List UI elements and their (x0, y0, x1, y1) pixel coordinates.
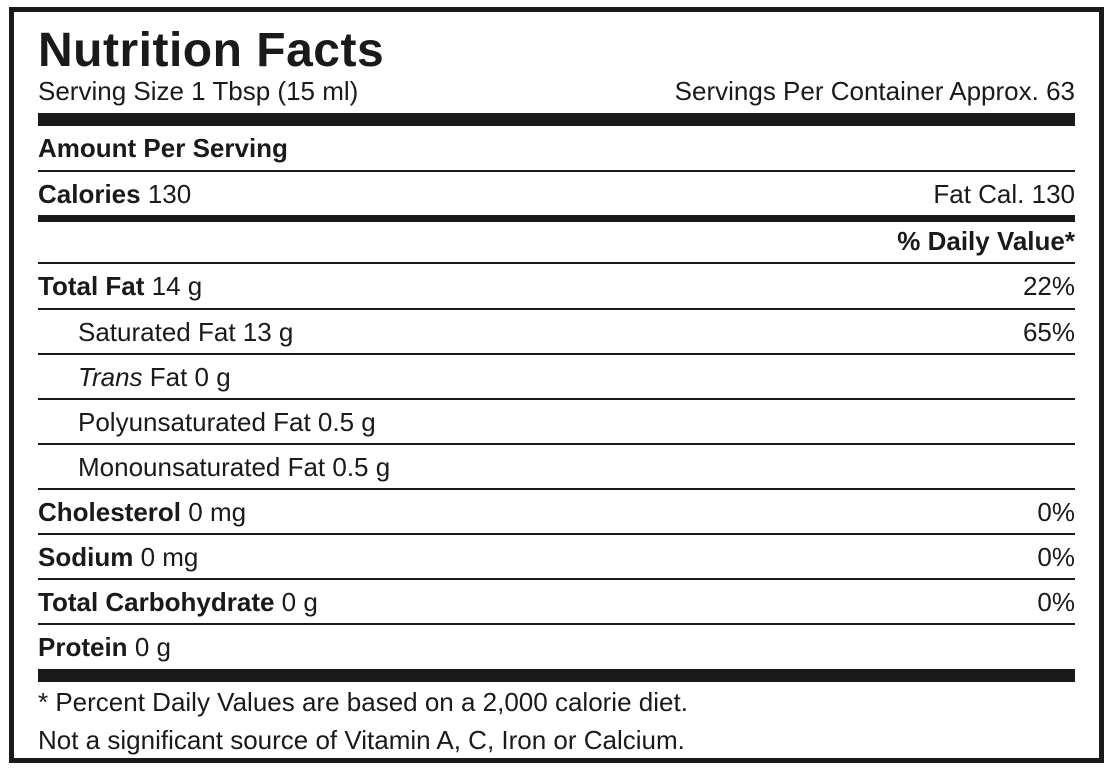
daily-value-header-row (38, 219, 1075, 263)
thick-divider-bottom (38, 669, 1075, 682)
total-fat-label: Total Fat (38, 271, 145, 301)
servings-per-container: Servings Per Container Approx. 63 (674, 76, 1075, 106)
cholesterol-label: Cholesterol (38, 497, 182, 527)
label-content (38, 12, 1075, 758)
total-carbohydrate-row (38, 580, 1075, 624)
total-fat-pct: 22% (1022, 271, 1075, 301)
calories-value: 130 (147, 179, 192, 209)
serving-info (38, 74, 1075, 108)
total-carbohydrate-label: Total Carbohydrate (38, 587, 275, 617)
calories (38, 172, 191, 216)
sodium (38, 535, 198, 579)
protein-row (38, 625, 1075, 669)
polyunsaturated-fat: Polyunsaturated Fat 0.5 g (78, 407, 376, 437)
total-carbohydrate-pct: 0% (1037, 587, 1075, 617)
monounsaturated-fat: Monounsaturated Fat 0.5 g (78, 452, 391, 482)
sodium-row (38, 535, 1075, 579)
calories-row (38, 172, 1075, 216)
sodium-label: Sodium (38, 542, 134, 572)
trans-fat-row (38, 355, 1075, 399)
protein-label: Protein (38, 632, 128, 662)
thick-divider-top (38, 113, 1075, 126)
total-fat-value: 14 g (151, 271, 203, 301)
monounsaturated-fat-row (38, 445, 1075, 489)
cholesterol-value: 0 mg (188, 497, 247, 527)
cholesterol-pct: 0% (1037, 497, 1075, 527)
calories-label: Calories (38, 179, 141, 209)
cholesterol-row (38, 490, 1075, 534)
trans-fat (78, 355, 231, 399)
sodium-pct: 0% (1037, 542, 1075, 572)
footnote-vitamins: Not a significant source of Vitamin A, C, Iron or Calcium. (38, 725, 685, 755)
sodium-value: 0 mg (140, 542, 199, 572)
cholesterol (38, 490, 246, 534)
saturated-fat-row (38, 310, 1075, 354)
amount-per-serving-row (38, 126, 1075, 170)
saturated-fat-pct: 65% (1022, 317, 1075, 347)
footnote-daily-values: * Percent Daily Values are based on a 2,000 calorie diet. (38, 687, 688, 717)
saturated-fat: Saturated Fat 13 g (78, 317, 294, 347)
amount-per-serving: Amount Per Serving (38, 133, 288, 163)
protein-value: 0 g (134, 632, 171, 662)
polyunsaturated-fat-row (38, 400, 1075, 444)
total-fat-row (38, 264, 1075, 308)
protein (38, 625, 171, 669)
trans-fat-italic: Trans (78, 362, 143, 392)
label-title: Nutrition Facts (38, 24, 385, 77)
fat-calories: Fat Cal. 130 (933, 179, 1075, 209)
total-carbohydrate (38, 580, 318, 624)
serving-size: Serving Size 1 Tbsp (15 ml) (38, 76, 359, 106)
total-fat (38, 264, 202, 308)
trans-fat-rest: Fat 0 g (149, 362, 231, 392)
daily-value-header: % Daily Value* (897, 226, 1075, 256)
nutrition-facts-label (9, 7, 1104, 763)
total-carbohydrate-value: 0 g (281, 587, 318, 617)
